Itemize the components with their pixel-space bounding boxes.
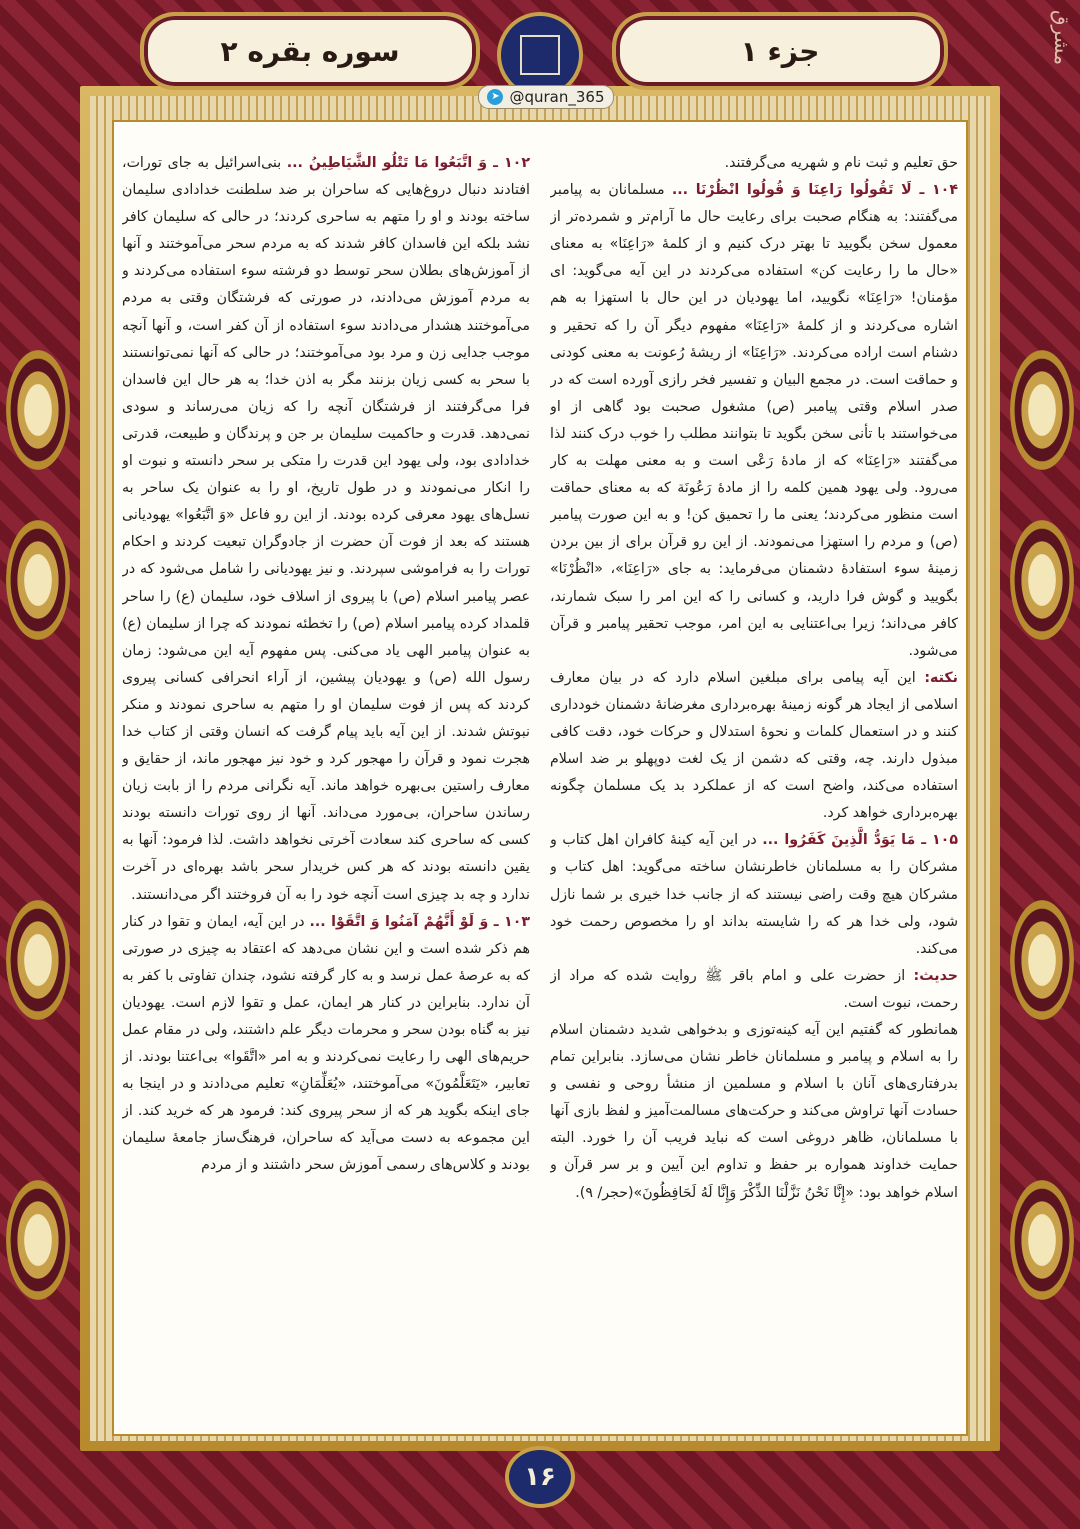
channel-handle-badge[interactable]	[478, 85, 614, 109]
side-medallion	[1010, 1180, 1074, 1300]
verse-arabic: مَا يَوَدُّ الَّذِينَ كَفَرُوا ...	[762, 832, 916, 849]
paragraph-text: در این آیه، ایمان و تقوا در کنار هم ذکر شده است و این نشان می‌دهد که اعتقاد به چیزی در صورتی که به عرصهٔ عمل نرسد و به کار گرفته نشود، چندان تفاوتی با کفر به آن ندارد. بنابراین در کنار هر ایمان، عمل و تقوا لازم است. یهودیان نیز به گناه بودن سحر و محرمات دیگر علم داشتند، ولی در مقام عمل حریم‌های الهی را رعایت نمی‌کردند و به امر «اتَّقَوا» بی‌اعتنا بودند. از تعابیر، «يَتَعَلَّمُونَ» می‌آموختند، «يُعَلِّمَانِ» تعلیم می‌دادند و در اینجا به جای اینکه بگوید هر که از سحر پیروی کند: فرمود هر که خرید کند. از این مجموعه به دست می‌آید که ساحران، فرهنگ‌ساز جامعهٔ سلیمان بودند و کلاس‌های رسمی آموزش سحر داشتند و از مردم	[122, 913, 530, 1174]
commentary-columns	[122, 150, 958, 1420]
note-label: نکته:	[924, 669, 958, 686]
right-column	[122, 150, 530, 1420]
side-medallion	[6, 350, 70, 470]
side-medallion	[6, 900, 70, 1020]
paragraph	[550, 827, 958, 962]
verse-arabic: لَا تَقُولُوا رَاعِنَا وَ قُولُوا انْظُرْنَا ...	[671, 182, 912, 199]
verse-arabic: وَ لَوْ أَنَّهُمْ آمَنُوا وَ اتَّقَوْا ...	[309, 913, 489, 930]
verse-heading	[287, 155, 530, 171]
verse-ref: ۱۰۲ ـ	[487, 155, 530, 171]
paragraph	[550, 963, 958, 1017]
paragraph-text: در این آیه کینهٔ کافران اهل کتاب و مشرکان را به مسلمانان خاطرنشان ساخته می‌گوید: اهل کتاب و مشرکان هیچ وقت راضی نیستند که از جانب خدا خیری بر شما نازل شود، ولی خدا هر که را شایسته بداند او را مخصوص رحمت خود می‌کند.	[550, 832, 958, 957]
verse-ref: ۱۰۴ ـ	[911, 182, 958, 199]
side-medallion	[1010, 350, 1074, 470]
verse-heading	[672, 182, 958, 198]
side-medallion	[6, 1180, 70, 1300]
paragraph-text: همانطور که گفتیم این آیه کینه‌توزی و بدخواهی شدید دشمنان اسلام را به اسلام و پیامبر و مسلمانان خاطر نشان می‌سازد. بنابراین تمام بدرفتاری‌های آنان با اسلام و مسلمین از منشأ روحی و نفسی و حسادت آنها تراوش می‌کند و حرکت‌های مسالمت‌آمیز و لفظ بازی آنها با مسلمانان، ظاهر دروغی است که نباید فریب آن را خورد. البته حمایت خداوند همواره بر حفظ و تداوم این آیین و بر سر قرآن و اسلام خواهد بود: «إِنَّا نَحْنُ نَزَّلْنَا الذِّكْرَ وَإِنَّا لَهُ لَحَافِظُونَ»(حجر/ ۹).	[550, 1022, 958, 1201]
surah-label: سوره بقره ۲	[220, 34, 400, 68]
verse-heading	[762, 832, 958, 848]
note-label: حدیث:	[913, 967, 958, 984]
telegram-icon: ➤	[487, 89, 503, 105]
side-medallion	[1010, 520, 1074, 640]
paragraph	[550, 665, 958, 828]
paragraph-text: مسلمانان به پیامبر می‌گفتند: به هنگام صحبت برای رعایت حال ما آرام‌تر و شمرده‌تر از معمول سخن بگویید تا بهتر درک کنیم و از کلمهٔ «رَاعِنَا» به معنای «حال ما را رعایت کن» استفاده می‌کردند در این آیه می‌گوید: ای مؤمنان! «رَاعِنَا» نگویید، اما یهودیان در این حال با استهزا به هم اشاره می‌کردند و از کلمهٔ «رَاعِنَا» مفهوم دیگر آن را که تحقیر و دشنام است اراده می‌کردند. «رَاعِنَا» از ریشهٔ رُعونت به معنی کودنی و حماقت است. در مجمع البیان و تفسیر فخر رازی آورده است که در صدر اسلام وقتی پیامبر (ص) مشغول صحبت بود گاهی از او می‌خواستند با تأنی سخن بگوید تا بتوانند مطلب را خوب درک کنند لذا می‌گفتند «رَاعِنَا» که از مادهٔ رَعْی است و به معنی مهلت به کار می‌رود. ولی یهود همین کلمه را از مادهٔ رَعُونَة که به معنای حماقت است منظور می‌کردند؛ یعنی ما را تحمیق کن! و به این صورت پیامبر (ص) و مردم را استهزا می‌نمودند. از این رو قرآن برای از بین بردن زمینهٔ سوء استفادهٔ دشمنان می‌فرماید: به جای «رَاعِنَا»، «انْظُرْنَا» بگویید و گوش فرا دارید، و کسانی را که این امر را سبک شمارند، کافر می‌داند؛ زیرا بی‌اعتنایی به این امر، موجب تحقیر پیامبر و قرآن می‌شود.	[550, 182, 958, 659]
side-medallion	[6, 520, 70, 640]
paragraph-text: حق تعلیم و ثبت نام و شهریه می‌گرفتند.	[724, 155, 958, 171]
paragraph	[122, 909, 530, 1180]
paragraph	[550, 1017, 958, 1207]
verse-ref: ۱۰۵ ـ	[915, 832, 958, 849]
paragraph	[550, 150, 958, 177]
side-medallion	[1010, 900, 1074, 1020]
verse-arabic: وَ اتَّبَعُوا مَا تَتْلُو الشَّيَاطِينُ ...	[286, 155, 488, 171]
paragraph	[122, 150, 530, 909]
channel-handle: @quran_365	[509, 88, 605, 106]
left-column	[550, 150, 958, 1420]
paragraph	[550, 177, 958, 665]
verse-heading	[310, 914, 530, 930]
paragraph-text: از حضرت علی و امام باقر ﷺ روایت شده که مراد از رحمت، نبوت است.	[550, 967, 958, 1011]
juz-cartouche	[612, 12, 948, 90]
page-number: ۱۶	[505, 1446, 575, 1508]
surah-cartouche	[140, 12, 480, 90]
paragraph-text: بنی‌اسرائیل به جای تورات، افتادند دنبال دروغ‌هایی که ساحران بر ضد سلطنت خدادادی سلیمان ساخته بودند و او را متهم به ساحری کردند؛ در حالی که سلیمان کافر نشد بلکه این فاسدان کافر شدند که به مردم سحر می‌آموختند و آنها از آموزش‌های بطلان سحر توسط دو فرشته سوء استفاده می‌کردند و به مردم آموزش می‌دادند، در صورتی که فرشتگان وقتی به مردم می‌آموختند هشدار می‌دادند سوء استفاده از آن کفر است، و آنها آنچه موجب جدایی زن و مرد بود می‌آموختند؛ در حالی که آنها نمی‌توانستند با سحر به کسی زیان بزنند مگر به اذن خدا؛ به هر حال این فاسدان فرا می‌گرفتند از فرشتگان آنچه را که زیان می‌رساند و سودی نمی‌دهد. قدرت و حاکمیت سلیمان بر جن و پرندگان و طبیعت، قدرتی خدادادی بود، ولی یهود این قدرت را متکی بر سحر دانسته و نبوت او را انکار می‌نمودند و در طول تاریخ، او را به عنوان یک ساحر به نسل‌های یهود معرفی کرده بودند. از این رو فاعل «وَ اتَّبَعُوا» یهودیانی هستند که بعد از فوت آن حضرت از جادوگران تبعیت کردند و احکام تورات را به فراموشی سپردند. و نیز یهودیانی را شامل می‌شود که در عصر پیامبر اسلام (ص) با پیروی از اسلاف خود، سلیمان (ع) را ساحر قلمداد کرده پیامبر اسلام (ص) را تخطئه نمودند که چرا از سلیمان (ع) به عنوان پیامبر الهی یاد می‌کنی. پس مفهوم آیه این می‌شود: زمان رسول الله (ص) و یهودیان پیشین، از آراء انحرافی کسانی پیروی کردند که پس از فوت سلیمان او را متهم به ساحری نمودند و منکر نبوتش شدند. از این آیه باید پیام گرفت که انسان وقتی از کتاب خدا هجرت نمود و قرآن را مهجور کرد و خود نیز مهجور ماند، از حقایق و معارف راستین بی‌بهره خواهد ماند. آیه نگرانی مردم را از بابت زیان رساندن ساحران، بی‌مورد می‌داند. آنها از روی تورات دانسته بودند کسی که ساحری کند سعادت آخرتی نخواهد داشت. لذا فرمود: آنها به یقین دانسته بودند که هر کس خریدار سحر باشد بهره‌ای در آخرت ندارد و چه بد چیزی است آنچه خود را به آن فروختند اگر می‌دانستند.	[122, 155, 530, 903]
verse-ref: ۱۰۳ ـ	[488, 913, 530, 930]
juz-label: جزء ۱	[740, 34, 820, 68]
paragraph-text: این آیه پیامی برای مبلغین اسلام دارد که در بیان معارف اسلامی از ایجاد هر گونه زمینهٔ بهره‌برداری مغرضانهٔ دشمنان خودداری کنند و در استعمال کلمات و نحوهٔ استدلال و حرکات خود، دقت کافی مبذول دارند. چه، وقتی که دشمن از یک لغت دوپهلو بر ضد اسلام استفاده می‌کند، واضح است که از عملکرد بد یک مسلمان چگونه بهره‌برداری خواهد کرد.	[550, 669, 958, 822]
brand-watermark: مشرق	[1050, 10, 1074, 66]
